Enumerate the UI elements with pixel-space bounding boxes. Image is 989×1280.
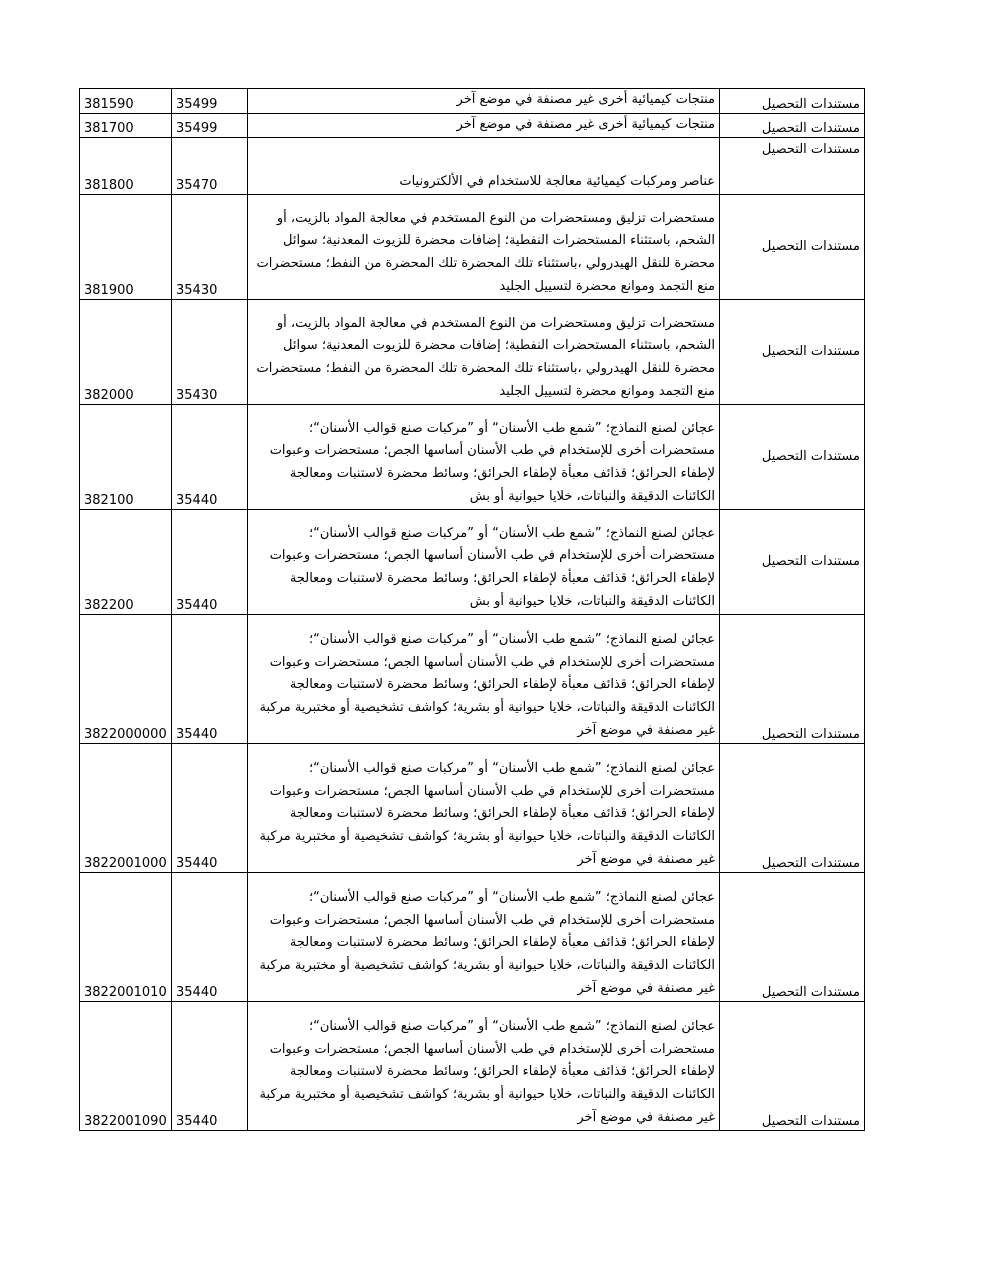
activity-code-cell: 35470 xyxy=(172,138,248,195)
description-cell: مستحضرات تزليق ومستحضرات من النوع المستخدم في معالجة المواد بالزيت، أو الشحم، باستثناء المستحضرات النفطية؛ إضافات محضرة للزيوت المعدنية؛ سوائل محضرة للنقل الهيدرولي ،باستثناء تلك المحضرة تلك المحضرة من النفط؛ مستحضرات منع التجمد وموانع محضرة لتسييل الجليد xyxy=(248,195,720,300)
activity-code-cell: 35430 xyxy=(172,195,248,300)
tariff-table xyxy=(79,88,865,1131)
description-cell: عجائن لصنع النماذج؛ ”شمع طب الأسنان“ أو ”مركبات صنع قوالب الأسنان“؛ مستحضرات أخرى للإستخدام في طب الأسنان أساسها الجص؛ مستحضرات وعبوات لإطفاء الحرائق؛ قذائف معبأة لإطفاء الحرائق؛ وسائط محضرة لاستنبات ومعالجة الكائنات الدقيقة والنباتات، خلايا حيوانية أو بشرية؛ كواشف تشخيصية أو مختبرية مركبة غير مصنفة في موضع آخر xyxy=(248,873,720,1002)
hs-code-cell: 382000 xyxy=(80,300,172,405)
description-cell: عجائن لصنع النماذج؛ ”شمع طب الأسنان“ أو ”مركبات صنع قوالب الأسنان“؛ مستحضرات أخرى للإستخدام في طب الأسنان أساسها الجص؛ مستحضرات وعبوات لإطفاء الحرائق؛ قذائف معبأة لإطفاء الحرائق؛ وسائط محضرة لاستنبات ومعالجة الكائنات الدقيقة والنباتات، خلايا حيوانية أو بشرية؛ كواشف تشخيصية أو مختبرية مركبة غير مصنفة في موضع آخر xyxy=(248,744,720,873)
hs-code-cell: 381700 xyxy=(80,113,172,138)
description-cell: عجائن لصنع النماذج؛ ”شمع طب الأسنان“ أو ”مركبات صنع قوالب الأسنان“؛ مستحضرات أخرى للإستخدام في طب الأسنان أساسها الجص؛ مستحضرات وعبوات لإطفاء الحرائق؛ قذائف معبأة لإطفاء الحرائق؛ وسائط محضرة لاستنبات ومعالجة الكائنات الدقيقة والنباتات، خلايا حيوانية أو بش xyxy=(248,405,720,510)
category-cell: مستندات التحصيل xyxy=(720,744,865,873)
description-cell: مستحضرات تزليق ومستحضرات من النوع المستخدم في معالجة المواد بالزيت، أو الشحم، باستثناء المستحضرات النفطية؛ إضافات محضرة للزيوت المعدنية؛ سوائل محضرة للنقل الهيدرولي ،باستثناء تلك المحضرة تلك المحضرة من النفط؛ مستحضرات منع التجمد وموانع محضرة لتسييل الجليد xyxy=(248,300,720,405)
hs-code-cell: 382100 xyxy=(80,405,172,510)
description-cell: عناصر ومركبات كيميائية معالجة للاستخدام في الألكترونيات xyxy=(248,138,720,195)
hs-code-cell: 3822001000 xyxy=(80,744,172,873)
hs-code-cell: 3822000000 xyxy=(80,615,172,744)
category-cell: مستندات التحصيل xyxy=(720,300,865,405)
activity-code-cell: 35440 xyxy=(172,873,248,1002)
description-cell: منتجات كيميائية أخرى غير مصنفة في موضع آخر xyxy=(248,89,720,114)
activity-code-cell: 35499 xyxy=(172,89,248,114)
activity-code-cell: 35440 xyxy=(172,744,248,873)
category-cell: مستندات التحصيل xyxy=(720,113,865,138)
description-cell: عجائن لصنع النماذج؛ ”شمع طب الأسنان“ أو ”مركبات صنع قوالب الأسنان“؛ مستحضرات أخرى للإستخدام في طب الأسنان أساسها الجص؛ مستحضرات وعبوات لإطفاء الحرائق؛ قذائف معبأة لإطفاء الحرائق؛ وسائط محضرة لاستنبات ومعالجة الكائنات الدقيقة والنباتات، خلايا حيوانية أو بشرية؛ كواشف تشخيصية أو مختبرية مركبة غير مصنفة في موضع آخر xyxy=(248,1002,720,1131)
category-cell: مستندات التحصيل xyxy=(720,195,865,300)
description-cell: عجائن لصنع النماذج؛ ”شمع طب الأسنان“ أو ”مركبات صنع قوالب الأسنان“؛ مستحضرات أخرى للإستخدام في طب الأسنان أساسها الجص؛ مستحضرات وعبوات لإطفاء الحرائق؛ قذائف معبأة لإطفاء الحرائق؛ وسائط محضرة لاستنبات ومعالجة الكائنات الدقيقة والنباتات، خلايا حيوانية أو بش xyxy=(248,510,720,615)
table-row xyxy=(80,89,865,114)
hs-code-cell: 382200 xyxy=(80,510,172,615)
activity-code-cell: 35440 xyxy=(172,405,248,510)
activity-code-cell: 35430 xyxy=(172,300,248,405)
description-cell: منتجات كيميائية أخرى غير مصنفة في موضع آخر xyxy=(248,113,720,138)
activity-code-cell: 35440 xyxy=(172,510,248,615)
table-row xyxy=(80,1002,865,1131)
hs-code-cell: 3822001090 xyxy=(80,1002,172,1131)
hs-code-cell: 381800 xyxy=(80,138,172,195)
category-cell: مستندات التحصيل xyxy=(720,510,865,615)
description-cell: عجائن لصنع النماذج؛ ”شمع طب الأسنان“ أو ”مركبات صنع قوالب الأسنان“؛ مستحضرات أخرى للإستخدام في طب الأسنان أساسها الجص؛ مستحضرات وعبوات لإطفاء الحرائق؛ قذائف معبأة لإطفاء الحرائق؛ وسائط محضرة لاستنبات ومعالجة الكائنات الدقيقة والنباتات، خلايا حيوانية أو بشرية؛ كواشف تشخيصية أو مختبرية مركبة غير مصنفة في موضع آخر xyxy=(248,615,720,744)
table-row xyxy=(80,405,865,510)
hs-code-cell: 3822001010 xyxy=(80,873,172,1002)
table-row xyxy=(80,300,865,405)
category-cell: مستندات التحصيل xyxy=(720,615,865,744)
table-row xyxy=(80,744,865,873)
table-row xyxy=(80,873,865,1002)
table-row xyxy=(80,615,865,744)
category-cell: مستندات التحصيل xyxy=(720,1002,865,1131)
activity-code-cell: 35440 xyxy=(172,1002,248,1131)
table-row xyxy=(80,195,865,300)
table-row xyxy=(80,510,865,615)
category-cell: مستندات التحصيل xyxy=(720,873,865,1002)
category-cell: مستندات التحصيل xyxy=(720,405,865,510)
table-row xyxy=(80,113,865,138)
table-row xyxy=(80,138,865,195)
activity-code-cell: 35499 xyxy=(172,113,248,138)
hs-code-cell: 381900 xyxy=(80,195,172,300)
category-cell: مستندات التحصيل xyxy=(720,89,865,114)
category-cell: مستندات التحصيل xyxy=(720,138,865,195)
hs-code-cell: 381590 xyxy=(80,89,172,114)
activity-code-cell: 35440 xyxy=(172,615,248,744)
